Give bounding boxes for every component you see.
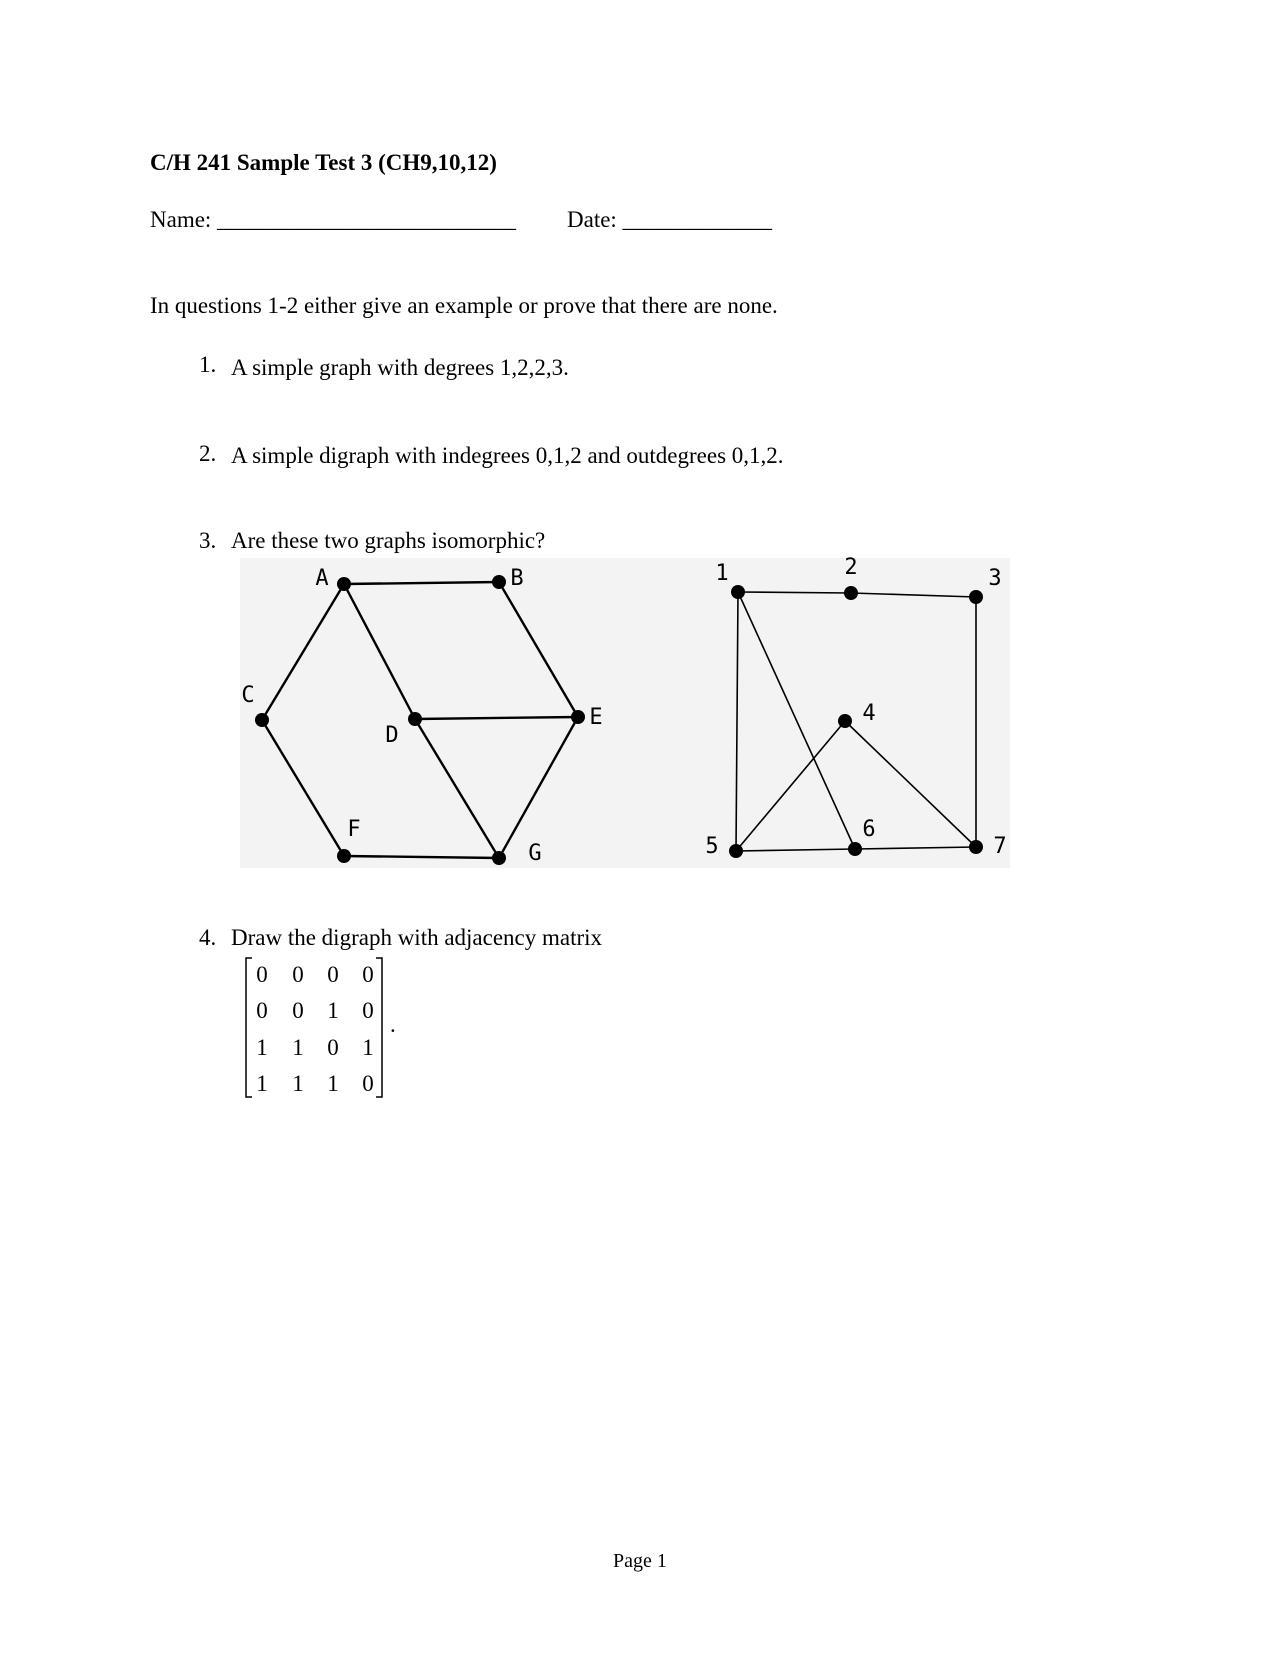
node-label-F: F (347, 817, 361, 842)
question-1-text: A simple graph with degrees 1,2,2,3. (231, 355, 569, 380)
node-label-D: D (385, 723, 399, 748)
matrix-cell: 0 (362, 1071, 374, 1096)
matrix-cell: 0 (327, 1035, 339, 1060)
question-4-number: 4. (199, 925, 217, 950)
name-field: Name: __________________________ (150, 207, 517, 232)
node-E (571, 710, 585, 724)
node-C (255, 713, 269, 727)
node-2 (844, 586, 858, 600)
matrix-cell: 1 (256, 1035, 268, 1060)
node-B (492, 575, 506, 589)
matrix-cell: 1 (327, 998, 339, 1023)
node-7 (969, 840, 983, 854)
matrix-cell: 0 (292, 998, 304, 1023)
node-label-G: G (528, 841, 542, 866)
matrix-cell: 1 (327, 1071, 339, 1096)
node-label-A: A (315, 566, 329, 591)
node-D (408, 712, 422, 726)
date-field: Date: _____________ (567, 207, 773, 232)
matrix-cell: 1 (362, 1035, 374, 1060)
node-label-1: 1 (715, 561, 729, 586)
matrix-cell: 0 (256, 962, 268, 987)
node-6 (848, 842, 862, 856)
adjacency-matrix (243, 955, 385, 1100)
node-4 (838, 714, 852, 728)
node-label-7: 7 (993, 834, 1007, 859)
page-title: C/H 241 Sample Test 3 (CH9,10,12) (150, 150, 497, 175)
node-label-2: 2 (844, 555, 858, 580)
question-2-number: 2. (199, 441, 217, 466)
node-label-3: 3 (988, 566, 1002, 591)
node-label-E: E (589, 705, 603, 730)
node-label-4: 4 (862, 701, 876, 726)
edge-1-2 (738, 592, 851, 593)
matrix-cell: 0 (362, 962, 374, 987)
matrix-trailing-period: . (390, 1012, 396, 1037)
node-3 (969, 590, 983, 604)
matrix-cell: 0 (327, 962, 339, 987)
question-2-text: A simple digraph with indegrees 0,1,2 and outdegrees 0,1,2. (231, 443, 784, 468)
node-label-B: B (510, 566, 524, 591)
question-3-text: Are these two graphs isomorphic? (231, 528, 546, 553)
matrix-cell: 1 (292, 1071, 304, 1096)
node-F (337, 849, 351, 863)
matrix-cell: 0 (292, 962, 304, 987)
node-G (492, 851, 506, 865)
question-4-text: Draw the digraph with adjacency matrix (231, 925, 603, 950)
question-1-number: 1. (199, 352, 217, 377)
node-5 (729, 844, 743, 858)
node-label-6: 6 (862, 817, 876, 842)
node-label-C: C (241, 683, 255, 708)
instructions: In questions 1-2 either give an example or prove that there are none. (150, 293, 778, 318)
node-label-5: 5 (705, 834, 719, 859)
question-3-number: 3. (199, 528, 217, 553)
node-A (337, 577, 351, 591)
matrix-cell: 1 (292, 1035, 304, 1060)
node-1 (731, 585, 745, 599)
matrix-cell: 0 (362, 998, 374, 1023)
page-number: Page 1 (613, 1550, 667, 1572)
matrix-cell: 0 (256, 998, 268, 1023)
matrix-cell: 1 (256, 1071, 268, 1096)
